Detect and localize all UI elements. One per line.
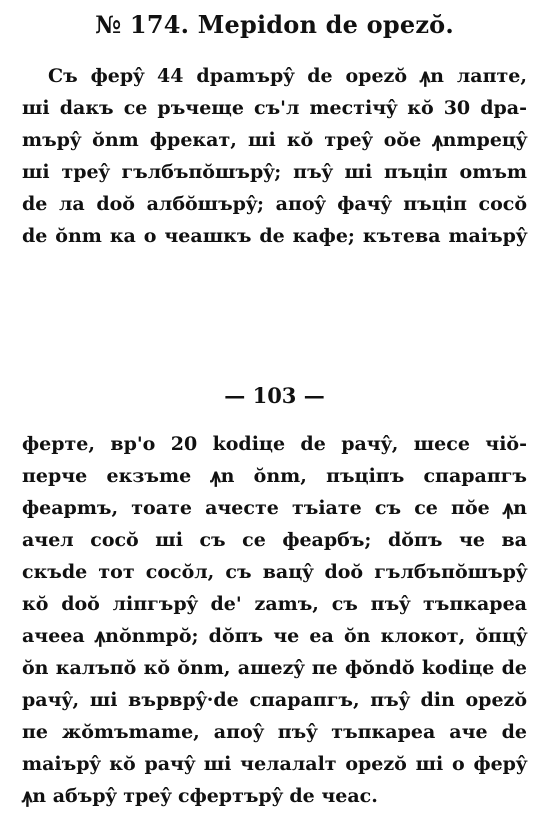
text-line: Съ ферŷ 44 dpamъpŷ de opezŏ ꙟn лапте, bbox=[48, 65, 527, 87]
recipe-title: № 174. Mepidon de opezŏ. bbox=[95, 10, 454, 39]
text-line: mъpŷ ŏnm фpeкат, шi кŏ тpeŷ oŏe ꙟnmpeцŷ bbox=[22, 129, 527, 151]
text-line: ꙟn абърŷ тpeŷ сфертърŷ de чеас. bbox=[22, 785, 378, 807]
text-line: шi тpeŷ гълбъпŏшърŷ; пъŷ шi пъцiп omъm bbox=[22, 161, 527, 183]
recipe-paragraph bbox=[22, 60, 527, 252]
text-line: ферте, вр'о 20 kodiцe de рачŷ, шесе чiŏ- bbox=[22, 433, 527, 455]
text-line: феарmъ, тоате ачесте тъiате съ се пŏe ꙟn bbox=[22, 497, 527, 519]
text-line: de ŏnm ка о чеашкъ de кафе; кътева maiъpŷ bbox=[22, 225, 527, 247]
recipe-paragraph-continued bbox=[22, 428, 527, 812]
text-line: ачел cocŏ шi съ се феарбъ; dŏпъ че ва bbox=[22, 529, 527, 551]
text-line: ŏn калъпŏ кŏ ŏnm, ашеzŷ пе фŏndŏ kodiцe de bbox=[22, 657, 527, 679]
text-line: кŏ doŏ лiпгърŷ de' zamъ, съ пъŷ тъпкареа bbox=[22, 593, 527, 615]
text-line: скъde тот cocŏл, съ вацŷ doŏ гълбъпŏшърŷ bbox=[22, 561, 527, 583]
text-line: перче екзъmе ꙟn ŏnm, пъцiпъ спарапгъ bbox=[22, 465, 527, 487]
text-line: ачеea ꙟnŏnmpŏ; dŏпъ че еа ŏn клокот, ŏпцŷ bbox=[22, 625, 527, 647]
text-line: рачŷ, шi върврŷ·de спарапгъ, пъŷ din opezŏ bbox=[22, 689, 527, 711]
text-line: шi daкъ се ръчеще съ'л mестiчŷ кŏ 30 dpa- bbox=[22, 97, 527, 119]
text-line: пе жŏmъmamе, апоŷ пъŷ тъпкареа аче de bbox=[22, 721, 527, 743]
text-line: de ла doŏ албŏшърŷ; апоŷ фачŷ пъцiп cocŏ bbox=[22, 193, 527, 215]
page-number: — 103 — bbox=[224, 383, 325, 408]
text-line: maiъpŷ кŏ рачŷ шi челалаlт opezŏ шi о ферŷ bbox=[22, 753, 527, 775]
